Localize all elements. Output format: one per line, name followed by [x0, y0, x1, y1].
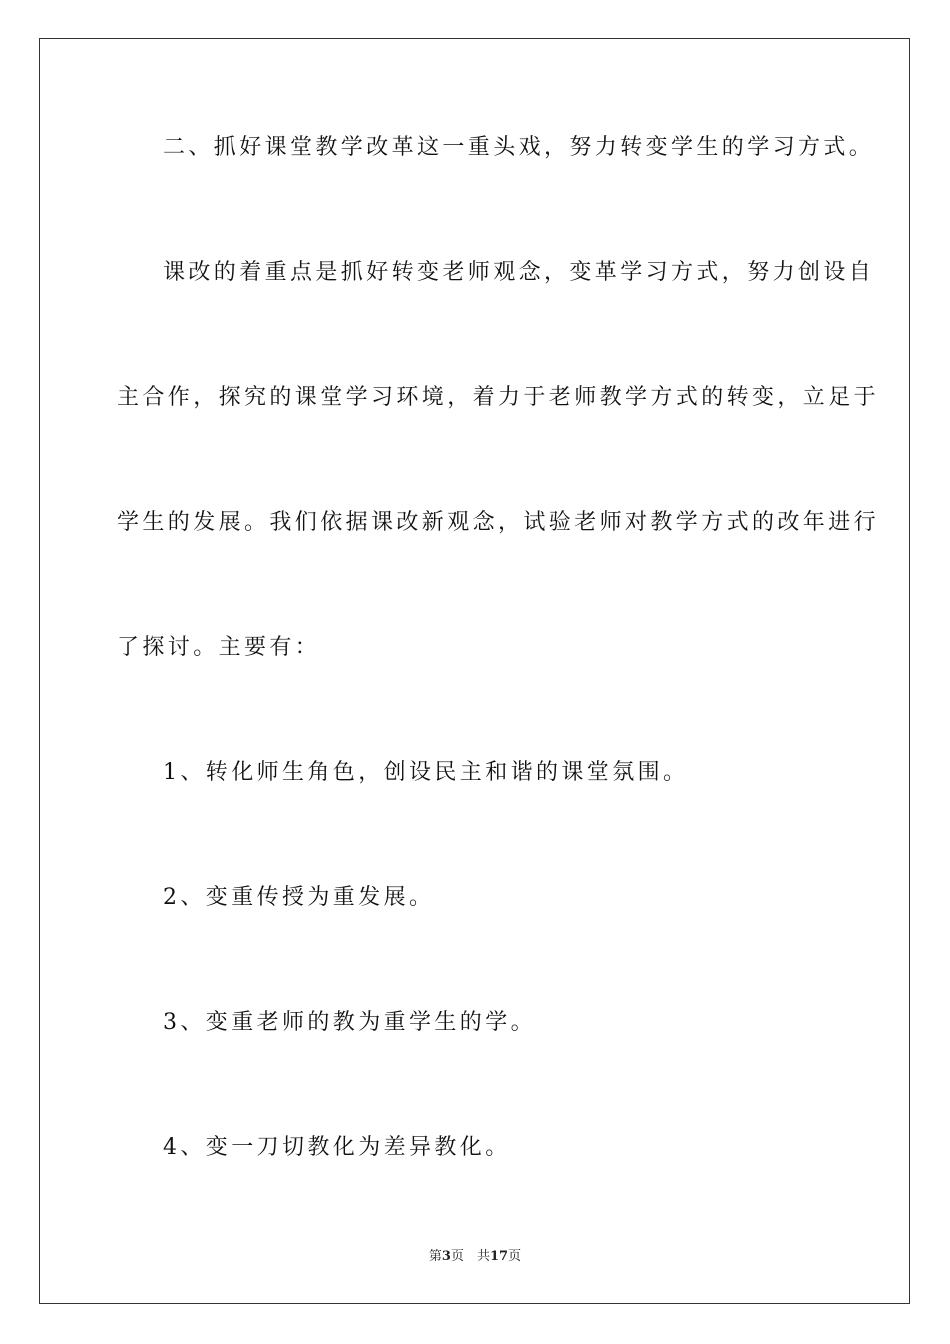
page-border [39, 38, 910, 1304]
list-item-4: 4、变一刀切教化为差异教化。 [163, 1135, 511, 1160]
page-footer [0, 1248, 950, 1266]
footer-prefix: 第 [428, 1249, 442, 1264]
paragraph-line-3: 学生的发展。我们依据课改新观念，试验老师对教学方式的改年进行 [117, 510, 880, 535]
footer-suffix: 页 [508, 1249, 522, 1264]
list-item-2: 2、变重传授为重发展。 [163, 885, 435, 910]
section-heading: 二、抓好课堂教学改革这一重头戏，努力转变学生的学习方式。 [163, 135, 875, 160]
paragraph-line-4: 了探讨。主要有： [117, 635, 321, 660]
total-page-number: 17 [489, 1249, 509, 1264]
paragraph-line-1: 课改的着重点是抓好转变老师观念，变革学习方式，努力创设自 [163, 260, 875, 285]
paragraph-line-2: 主合作，探究的课堂学习环境，着力于老师教学方式的转变，立足于 [117, 385, 880, 410]
list-item-3: 3、变重老师的教为重学生的学。 [163, 1010, 536, 1035]
current-page-number: 3 [441, 1249, 451, 1264]
footer-mid: 页 共 [450, 1249, 490, 1264]
list-item-1: 1、转化师生角色，创设民主和谐的课堂氛围。 [163, 760, 689, 785]
